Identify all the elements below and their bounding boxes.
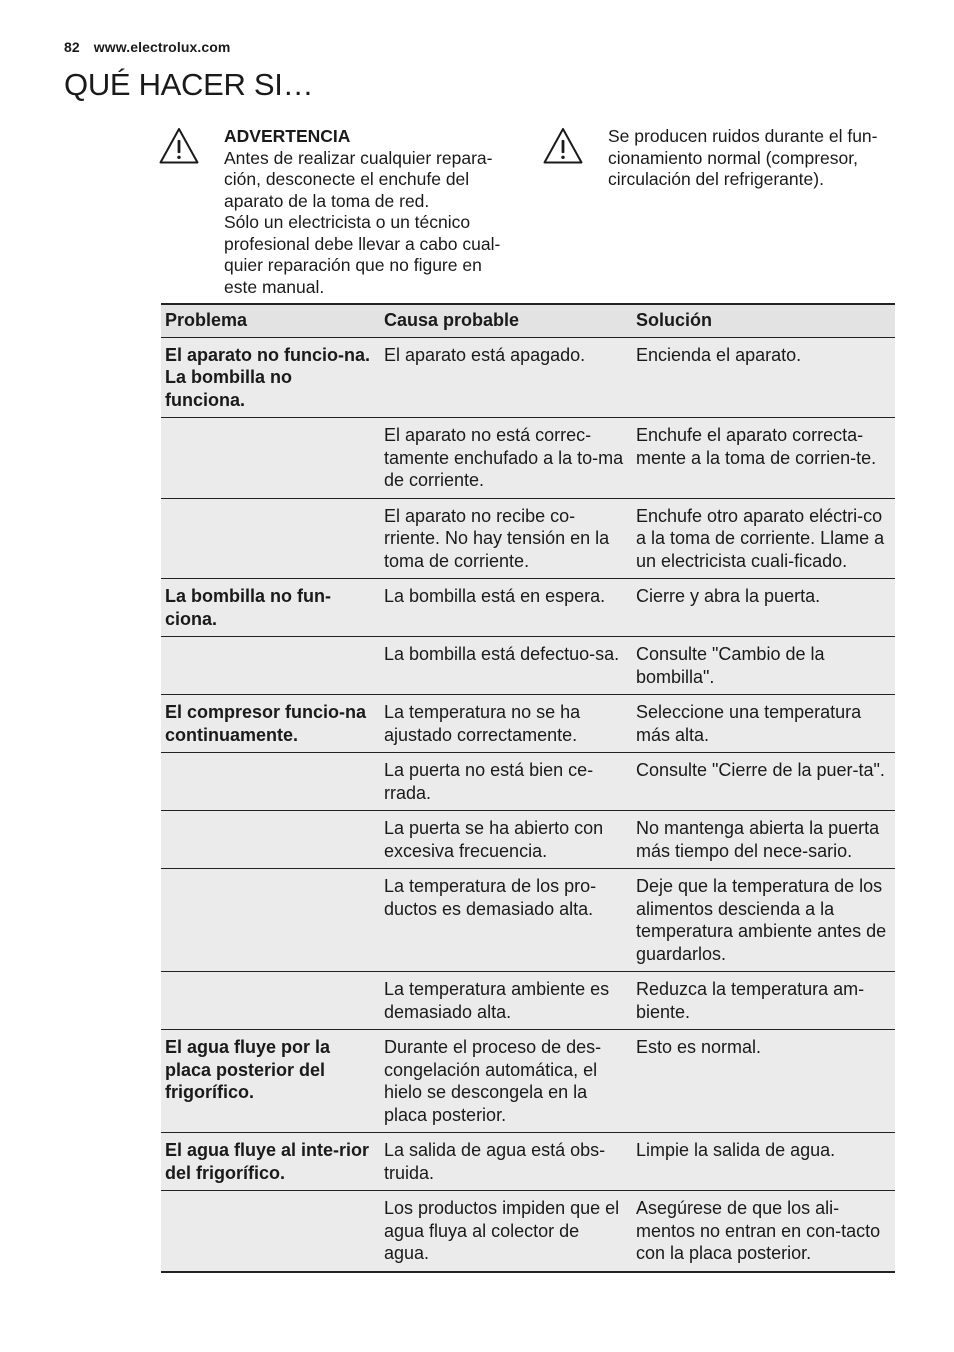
problem-cell: El agua fluye al inte-rior del frigorífico. (161, 1133, 380, 1191)
solution-cell: Asegúrese de que los ali-mentos no entran en con-tacto con la placa posterior. (632, 1191, 895, 1272)
table-row (161, 869, 895, 972)
solution-cell: Reduzca la temperatura am-biente. (632, 972, 895, 1030)
table-row (161, 1133, 895, 1191)
warning-line: circulación del refrigerante). (608, 169, 824, 189)
problem-cell (161, 498, 380, 579)
solution-cell: Encienda el aparato. (632, 337, 895, 418)
solution-cell: Enchufe el aparato correcta-mente a la toma de corrien-te. (632, 418, 895, 499)
solution-cell: No mantenga abierta la puerta más tiempo del nece-sario. (632, 811, 895, 869)
column-header-solucion: Solución (632, 304, 895, 337)
table-row (161, 695, 895, 753)
table-row (161, 337, 895, 418)
problem-cell: El agua fluye por la placa posterior del frigorífico. (161, 1030, 380, 1133)
warning-line: Se producen ruidos durante el fun- (608, 126, 878, 146)
problem-cell (161, 753, 380, 811)
problem-cell: El aparato no funcio-na. La bombilla no funciona. (161, 337, 380, 418)
problem-cell (161, 811, 380, 869)
warning-line: Antes de realizar cualquier repara- (224, 147, 493, 168)
page-title: QUÉ HACER SI… (64, 67, 314, 102)
website-url[interactable]: www.electrolux.com (93, 39, 231, 55)
cause-cell: La puerta se ha abierto con excesiva frecuencia. (380, 811, 632, 869)
warning-line: este manual. (224, 276, 325, 297)
warning-heading: ADVERTENCIA (224, 126, 351, 146)
solution-cell: Limpie la salida de agua. (632, 1133, 895, 1191)
table-row (161, 1030, 895, 1133)
problem-cell (161, 972, 380, 1030)
problem-cell (161, 869, 380, 972)
table-row (161, 1191, 895, 1272)
cause-cell: Los productos impiden que el agua fluya al colector de agua. (380, 1191, 632, 1272)
warning-block-noise (542, 126, 902, 191)
warning-line: Sólo un electricista o un técnico (224, 212, 471, 232)
warning-line: quier reparación que no figure en (224, 255, 482, 275)
cause-cell: Durante el proceso de des-congelación automática, el hielo se descongela en la placa posterior. (380, 1030, 632, 1133)
troubleshooting-table (161, 303, 895, 1273)
table-row (161, 637, 895, 695)
cause-cell: La temperatura ambiente es demasiado alta. (380, 972, 632, 1030)
table-header-row (161, 304, 895, 337)
cause-cell: El aparato no está correc-tamente enchufado a la to-ma de corriente. (380, 418, 632, 499)
table-row (161, 579, 895, 637)
table-row (161, 753, 895, 811)
warning-text (608, 126, 877, 191)
page-number: 82 (64, 39, 80, 55)
cause-cell: El aparato está apagado. (380, 337, 632, 418)
solution-cell: Consulte "Cambio de la bombilla". (632, 637, 895, 695)
table-row (161, 498, 895, 579)
table-row (161, 418, 895, 499)
table-row (161, 972, 895, 1030)
problem-cell (161, 418, 380, 499)
problem-cell (161, 1191, 380, 1272)
problem-cell: El compresor funcio-na continuamente. (161, 695, 380, 753)
warning-line: profesional debe llevar a cabo cual- (224, 233, 501, 254)
warning-text (224, 126, 500, 298)
solution-cell: Deje que la temperatura de los alimentos descienda a la temperatura ambiente antes de guardarlos. (632, 869, 895, 972)
solution-cell: Esto es normal. (632, 1030, 895, 1133)
cause-cell: La bombilla está en espera. (380, 579, 632, 637)
cause-cell: La temperatura de los pro-ductos es demasiado alta. (380, 869, 632, 972)
warning-block-advertencia (158, 126, 528, 298)
cause-cell: El aparato no recibe co-rriente. No hay tensión en la toma de corriente. (380, 498, 632, 579)
problem-cell: La bombilla no fun-ciona. (161, 579, 380, 637)
solution-cell: Consulte "Cierre de la puer-ta". (632, 753, 895, 811)
warning-line: ción, desconecte el enchufe del (224, 169, 470, 189)
solution-cell: Enchufe otro aparato eléctri-co a la toma de corriente. Llame a un electricista cuali-ficado. (632, 498, 895, 579)
solution-cell: Seleccione una temperatura más alta. (632, 695, 895, 753)
column-header-problema: Problema (161, 304, 380, 337)
column-header-causa: Causa probable (380, 304, 632, 337)
cause-cell: La salida de agua está obs-truida. (380, 1133, 632, 1191)
warning-line: cionamiento normal (compresor, (608, 147, 858, 168)
warning-triangle-icon (542, 126, 584, 166)
cause-cell: La temperatura no se ha ajustado correctamente. (380, 695, 632, 753)
page-header (64, 39, 230, 55)
cause-cell: La puerta no está bien ce-rrada. (380, 753, 632, 811)
warning-triangle-icon (158, 126, 200, 166)
table-row (161, 811, 895, 869)
solution-cell: Cierre y abra la puerta. (632, 579, 895, 637)
problem-cell (161, 637, 380, 695)
cause-cell: La bombilla está defectuo-sa. (380, 637, 632, 695)
warning-line: aparato de la toma de red. (224, 190, 430, 211)
